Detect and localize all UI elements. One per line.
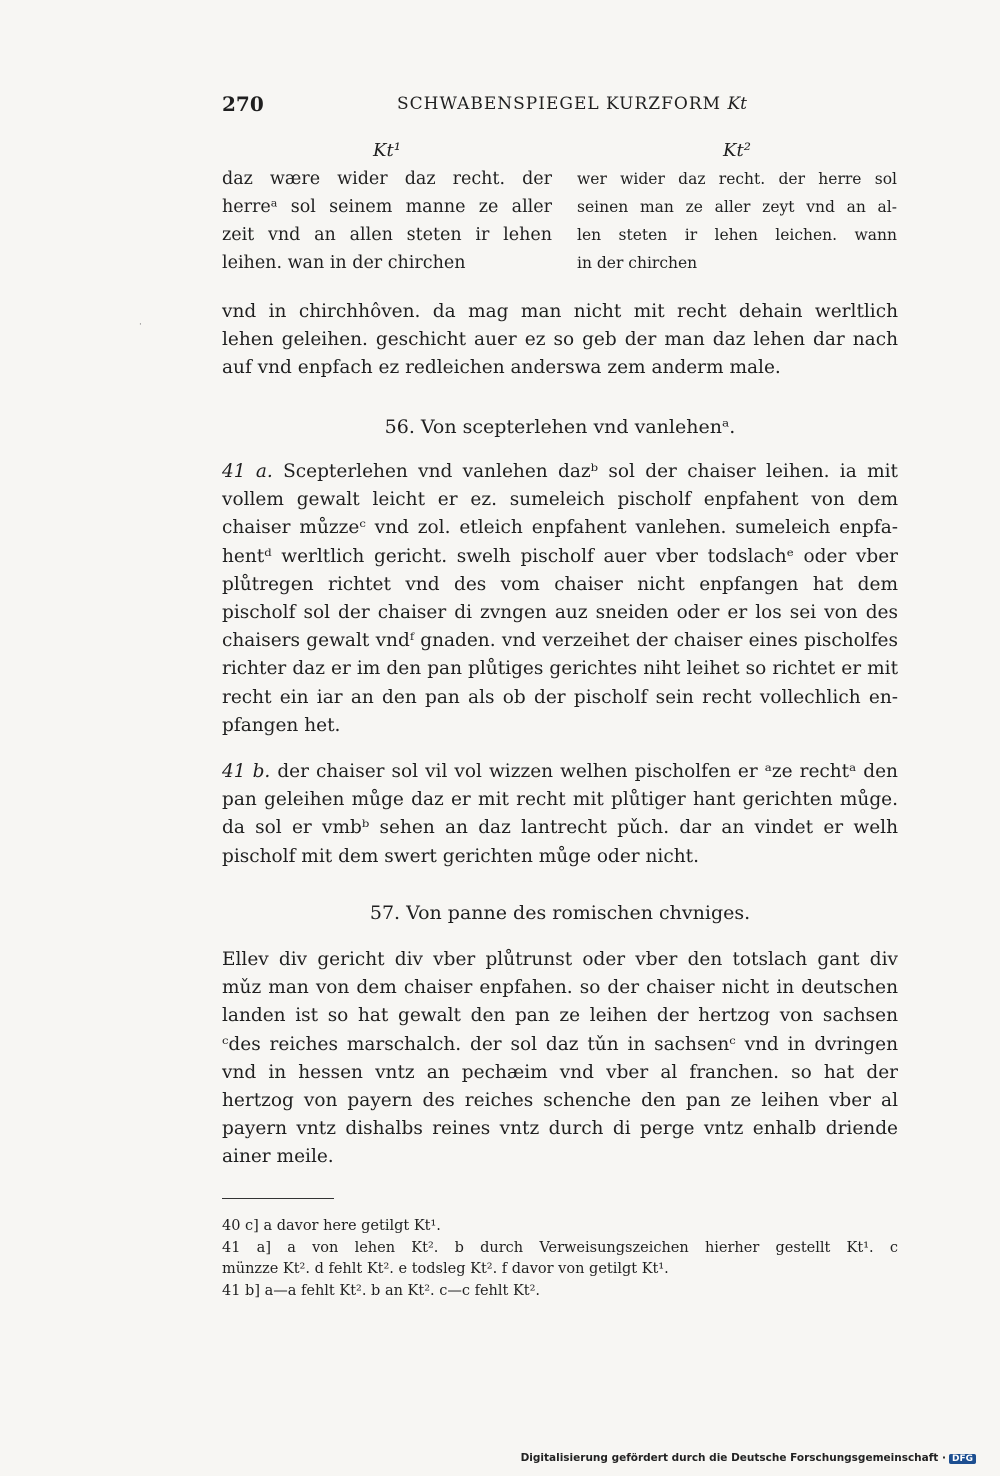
text-line: Ellev div gericht div vber plůtrunst oder vber den totslach gant div	[222, 949, 898, 970]
text-line: chaiser můzzeᶜ vnd zol. etleich enpfahent vanlehen. sumeleich enpfa-	[222, 517, 898, 539]
text-line: leihen. wan in der chirchen	[222, 253, 466, 273]
paragraph-41a	[222, 458, 898, 740]
text-line: pfangen het.	[222, 714, 341, 736]
text-line: landen ist so hat gewalt den pan ze leihen der hertzog von sachsen	[222, 1005, 898, 1027]
digitization-credit	[521, 1452, 976, 1464]
running-title	[397, 94, 747, 114]
text-line: auf vnd enpfach ez redleichen anderswa zem anderm male.	[222, 357, 781, 379]
column-siglum: Kt²	[723, 140, 751, 161]
text-line: da sol er vmbᵇ sehen an daz lantrecht pǔch. dar an vindet er welh	[222, 817, 898, 839]
text-line: hertzog von payern des reiches schenche den pan ze leihen vber al	[222, 1090, 898, 1112]
text-line: herreᵃ sol seinem manne ze aller	[222, 197, 552, 217]
column-kt1	[222, 140, 552, 277]
text-line: in der chirchen	[577, 254, 698, 272]
text-line: wer wider daz recht. der herre sol	[577, 170, 897, 188]
paragraph-label: 41 a.	[222, 461, 273, 482]
credit-text: Digitalisierung gefördert durch die Deutsche Forschungsgemeinschaft ·	[520, 1452, 946, 1464]
text-line: vnd in chirchhôven. da mag man nicht mit recht dehain werltlich	[222, 301, 898, 322]
text-line: seinen man ze aller zeyt vnd an al-	[577, 198, 897, 216]
text-line: len steten ir lehen leichen. wann	[577, 226, 897, 244]
text-line-content: der chaiser sol vil vol wizzen welhen pischolfen er ᵃze rechtᵃ den	[277, 761, 898, 782]
running-title-siglum: Kt	[727, 94, 747, 114]
text-line: plůtregen richtet vnd des vom chaiser nicht enpfangen hat dem	[222, 573, 898, 595]
paragraph-label: 41 b.	[222, 761, 271, 782]
footnote-line: 41 b] a—a fehlt Kt². b an Kt². c—c fehlt Kt².	[222, 1282, 541, 1299]
text-line	[222, 758, 898, 786]
text-line: daz wære wider daz recht. der	[222, 169, 552, 189]
text-line: lehen geleihen. geschicht auer ez so geb der man daz lehen dar nach	[222, 329, 898, 351]
text-line-content: Scepterlehen vnd vanlehen dazᵇ sol der chaiser leihen. ia mit	[283, 461, 898, 482]
text-line: mǔz man von dem chaiser enpfahen. so der chaiser nicht in deutschen	[222, 977, 898, 999]
section-heading-57: 57. Von panne des romischen chvniges.	[369, 902, 751, 924]
text-line: recht ein iar an den pan als ob der pischolf sein recht vollechlich en-	[222, 686, 898, 708]
text-line: pischolf sol der chaiser di zvngen auz sneiden oder er los sei von des	[222, 602, 898, 624]
text-line: vollem gewalt leicht er ez. sumeleich pischolf enpfahent von dem	[222, 489, 898, 511]
section-heading-56: 56. Von scepterlehen vnd vanlehenᵃ.	[384, 416, 736, 438]
running-title-text: SCHWABENSPIEGEL KURZFORM	[397, 94, 722, 114]
dfg-logo-icon: DFG	[949, 1454, 976, 1464]
text-line: chaisers gewalt vndᶠ gnaden. vnd verzeihet der chaiser eines pischolfes	[222, 630, 898, 652]
page-number: 270	[222, 92, 264, 116]
margin-mark: ·	[139, 320, 142, 330]
text-line: ᶜdes reiches marschalch. der sol daz tǔn in sachsenᶜ vnd in dvringen	[222, 1033, 898, 1055]
column-siglum: Kt¹	[373, 140, 401, 161]
text-line: zeit vnd an allen steten ir lehen	[222, 225, 552, 245]
text-line: ainer meile.	[222, 1146, 334, 1168]
text-line: pan geleihen můge daz er mit recht mit plůtiger hant gerichten můge.	[222, 789, 898, 811]
text-line: vnd in hessen vntz an pechæim vnd vber al franchen. so hat der	[222, 1061, 898, 1083]
running-header	[222, 92, 902, 122]
text-line	[222, 458, 898, 486]
text-line: payern vntz dishalbs reines vntz durch di perge vntz enhalb driende	[222, 1118, 898, 1140]
column-kt2	[577, 140, 897, 277]
footnote-line: 40 c] a davor here getilgt Kt¹.	[222, 1218, 441, 1234]
text-line: pischolf mit dem swert gerichten můge oder nicht.	[222, 845, 699, 867]
paragraph-41b	[222, 758, 898, 871]
footnote-line: 41 a] a von lehen Kt². b durch Verweisungszeichen hierher gestellt Kt¹. c	[222, 1239, 898, 1256]
paragraph-57	[222, 946, 898, 1172]
continuation-paragraph	[222, 298, 898, 383]
text-line: richter daz er im den pan plůtiges gerichtes niht leihet so richtet er mit	[222, 658, 898, 680]
footnote-line: münzze Kt². d fehlt Kt². e todsleg Kt². f davor von getilgt Kt¹.	[222, 1261, 669, 1277]
footnotes	[222, 1216, 898, 1302]
footnote-divider	[222, 1198, 334, 1199]
text-line: hentᵈ werltlich gericht. swelh pischolf auer vber todslachᵉ oder vber	[222, 545, 898, 567]
